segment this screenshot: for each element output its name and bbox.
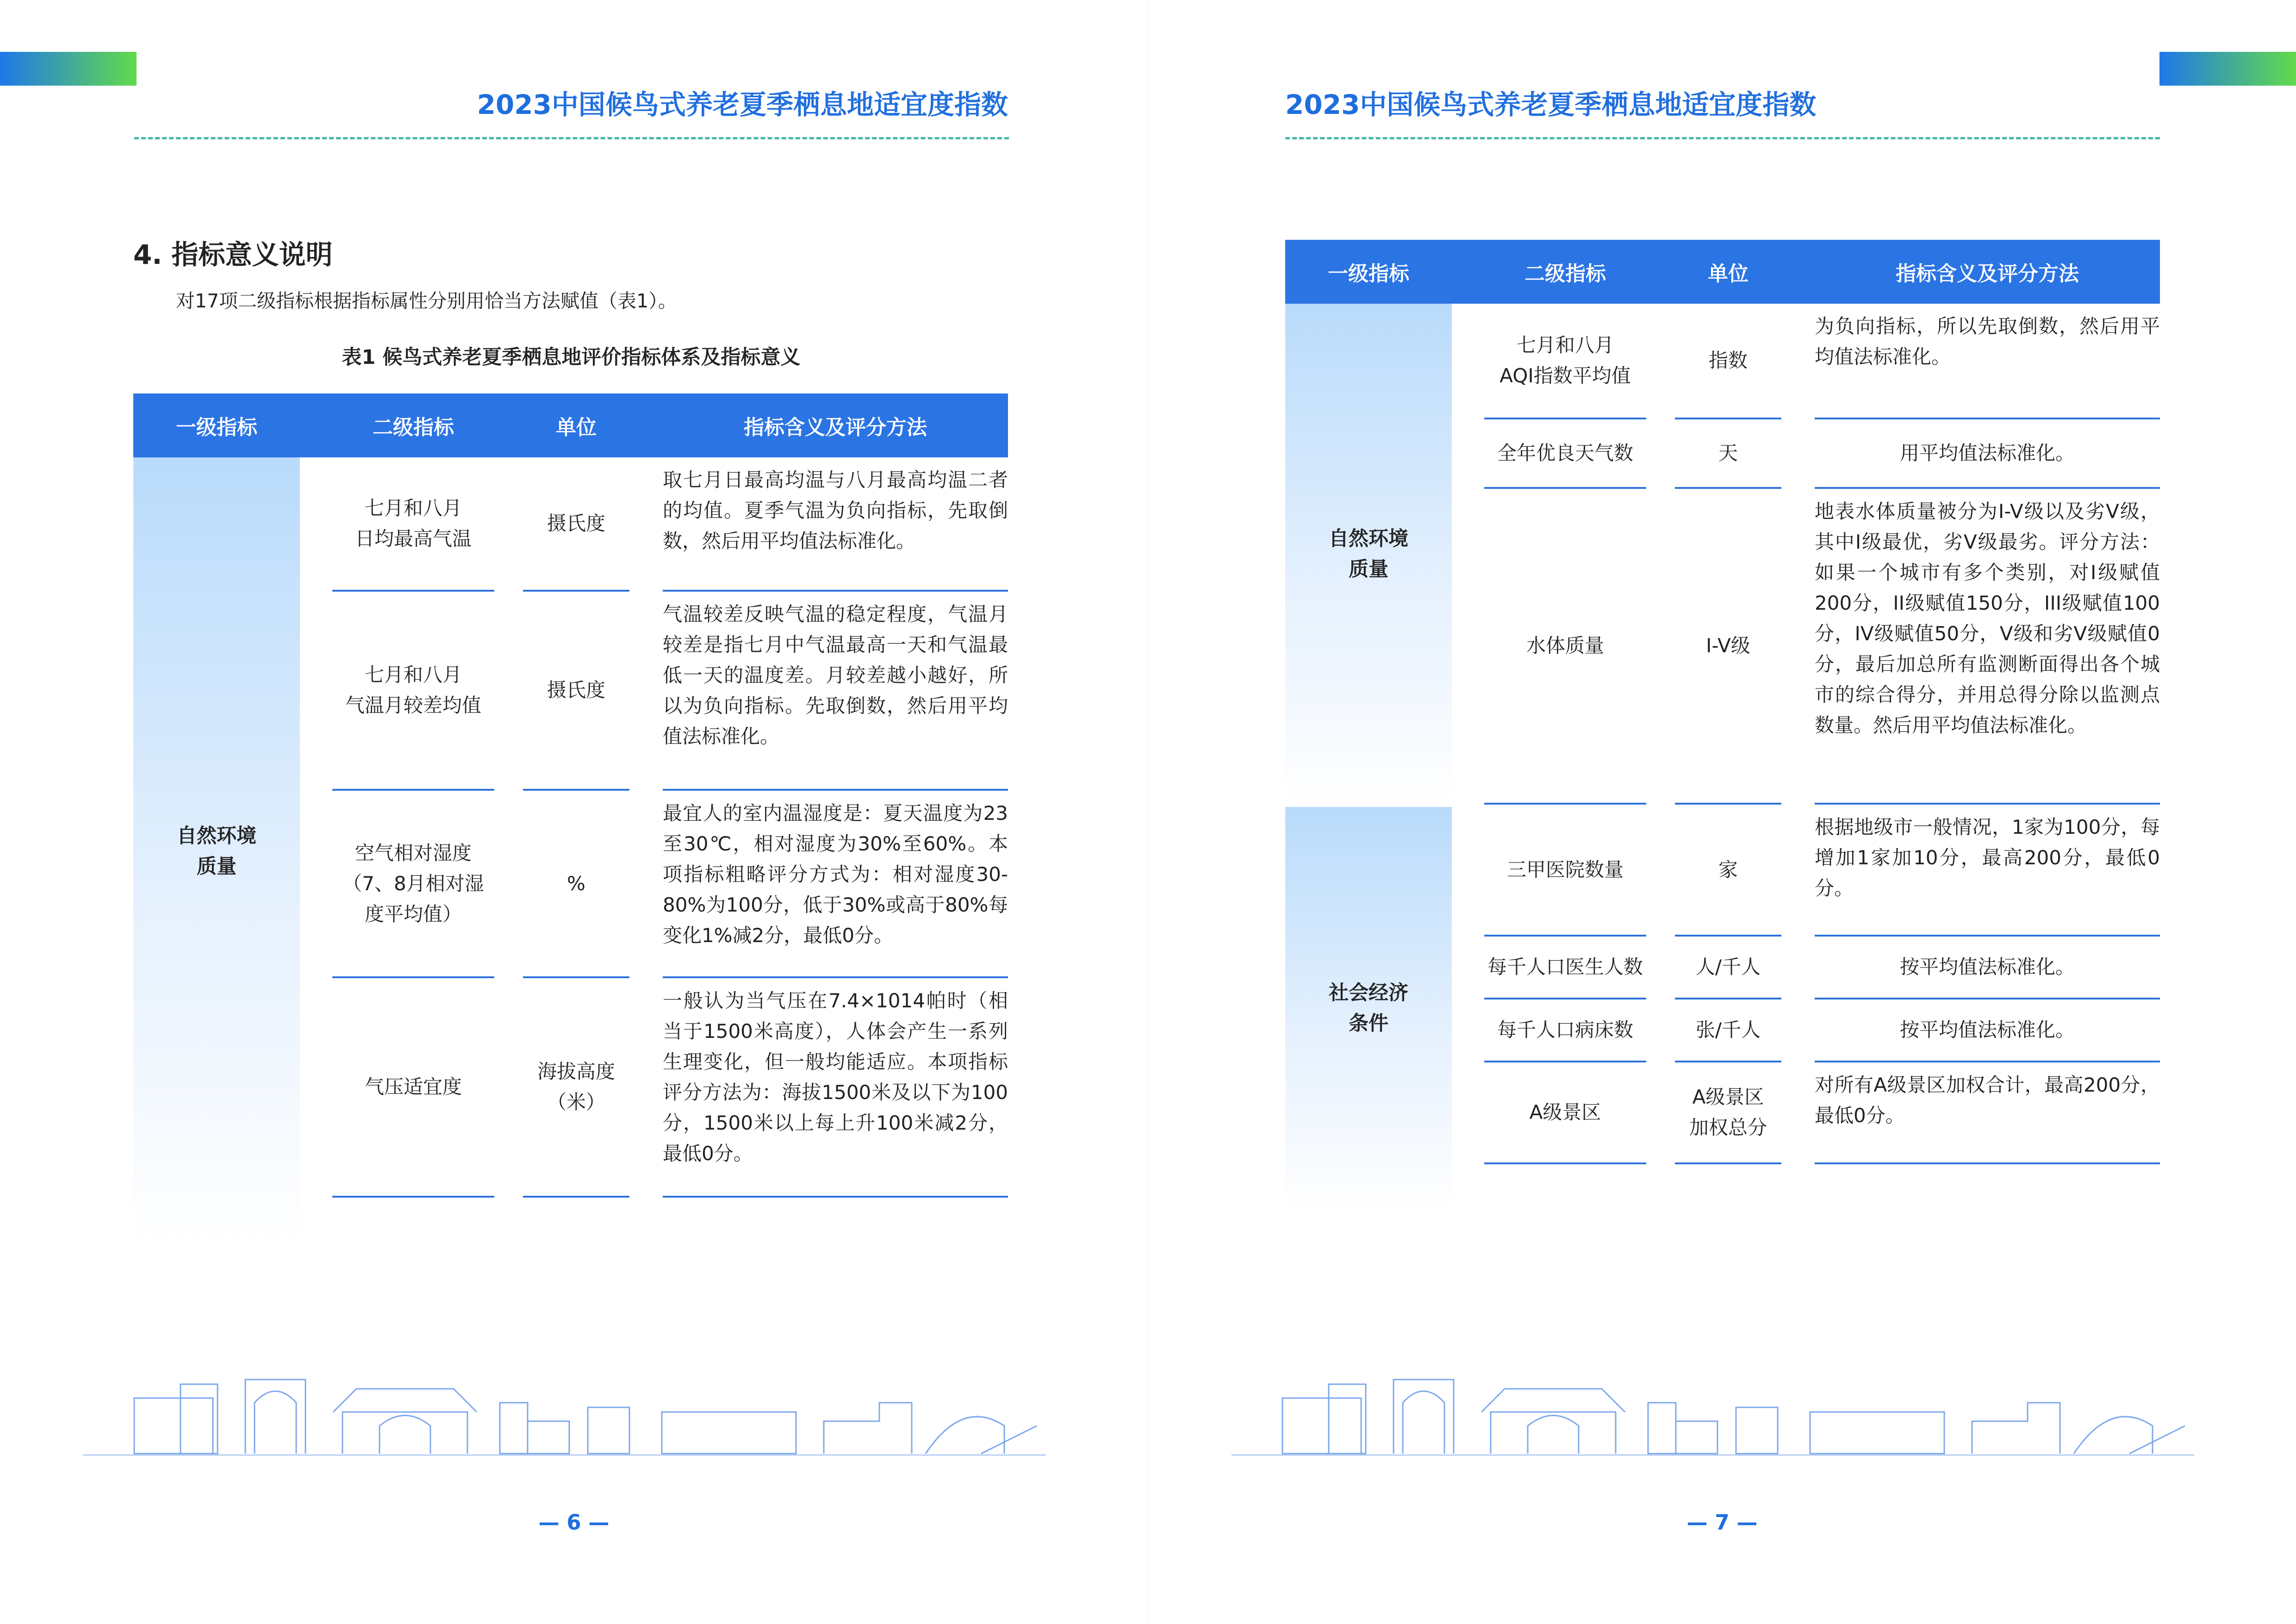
city-skyline-illustration — [1232, 1370, 2194, 1463]
table-row — [1285, 805, 2160, 937]
method-cell: 气温较差反映气温的稳定程度，气温月较差是指七月中气温最高一天和气温最低一天的温度差。月较差越小越好，所以为负向指标。先取倒数，然后用平均值法标准化。 — [663, 592, 1008, 791]
method-cell: 按平均值法标准化。 — [1815, 999, 2160, 1062]
method-cell: 一般认为当气压在7.4×1014帕时（相当于1500米高度），人体会产生一系列生理变化，但一般均能适应。本项指标评分方法为：海拔1500米及以下为100分，1500米以上每上升100米减2分，最低0分。 — [663, 978, 1008, 1198]
table-row — [1285, 937, 2160, 999]
header-col-method: 指标含义及评分方法 — [1896, 262, 2079, 286]
table-row — [1285, 489, 2160, 805]
unit-cell: 海拔高度 （米） — [523, 978, 629, 1198]
header-col-unit: 单位 — [556, 416, 597, 439]
header-divider — [134, 137, 1009, 139]
unit-cell: 指数 — [1675, 304, 1781, 419]
table-row — [1285, 1062, 2160, 1164]
header-col-level2: 二级指标 — [373, 416, 454, 439]
method-cell: 用平均值法标准化。 — [1815, 419, 2160, 489]
right-page — [1148, 0, 2296, 1624]
header-col-level1: 一级指标 — [176, 416, 257, 439]
unit-cell: A级景区 加权总分 — [1675, 1062, 1781, 1164]
header-title: 2023中国候鸟式养老夏季栖息地适宜度指数 — [477, 89, 1008, 120]
method-cell: 按平均值法标准化。 — [1815, 937, 2160, 999]
table-row — [133, 457, 1008, 592]
indicator-cell: 空气相对湿度 （7、8月相对湿 度平均值） — [332, 791, 494, 978]
unit-cell: 人/千人 — [1675, 937, 1781, 999]
method-cell: 地表水体质量被分为I-V级以及劣V级，其中I级最优，劣V级最劣。评分方法：如果一个城市有多个类别，对I级赋值200分，II级赋值150分，III级赋值100分，IV级赋值50分，V级和劣V级赋值0分，最后加总所有监测断面得出各个城市的综合得分，并用总得分除以监测点数量。然后用平均值法标准化。 — [1815, 489, 2160, 805]
group-label: 自然环境 质量 — [1329, 527, 1408, 581]
page-number: — 7 — — [1686, 1510, 1758, 1535]
table-row — [1285, 999, 2160, 1062]
unit-cell: 摄氏度 — [523, 457, 629, 592]
table-row — [133, 978, 1008, 1198]
indicator-cell: 每千人口医生人数 — [1484, 937, 1646, 999]
section-title: 4. 指标意义说明 — [133, 239, 333, 270]
table-caption: 表1 候鸟式养老夏季栖息地评价指标体系及指标意义 — [342, 346, 801, 369]
header-col-method: 指标含义及评分方法 — [744, 416, 927, 439]
indicator-table — [133, 394, 1008, 1245]
unit-cell: 天 — [1675, 419, 1781, 489]
unit-cell: 家 — [1675, 805, 1781, 937]
header-col-level2: 二级指标 — [1524, 262, 1606, 286]
method-cell: 最宜人的室内温湿度是：夏天温度为23至30℃，相对湿度为30%至60%。本项指标粗略评分方式为：相对湿度30-80%为100分，低于30%或高于80%每变化1%减2分，最低0分。 — [663, 791, 1008, 978]
table-header — [133, 394, 1008, 457]
indicator-cell: 三甲医院数量 — [1484, 805, 1646, 937]
table-row — [1285, 419, 2160, 489]
indicator-cell: 气压适宜度 — [332, 978, 494, 1198]
indicator-cell: 七月和八月 气温月较差均值 — [332, 592, 494, 791]
method-cell: 取七月日最高均温与八月最高均温二者的均值。夏季气温为负向指标，先取倒数，然后用平均值法标准化。 — [663, 457, 1008, 592]
table-row — [133, 791, 1008, 978]
method-cell: 根据地级市一般情况，1家为100分，每增加1家加10分，最高200分，最低0分。 — [1815, 805, 2160, 937]
method-cell: 为负向指标，所以先取倒数，然后用平均值法标准化。 — [1815, 304, 2160, 419]
indicator-cell: 全年优良天气数 — [1484, 419, 1646, 489]
unit-cell: 张/千人 — [1675, 999, 1781, 1062]
method-cell: 对所有A级景区加权合计，最高200分，最低0分。 — [1815, 1062, 2160, 1164]
indicator-cell: A级景区 — [1484, 1062, 1646, 1164]
indicator-cell: 七月和八月 AQI指数平均值 — [1484, 304, 1646, 419]
group-label: 自然环境 质量 — [177, 824, 256, 878]
header-title: 2023中国候鸟式养老夏季栖息地适宜度指数 — [1285, 89, 1817, 120]
header-col-unit: 单位 — [1708, 262, 1748, 286]
table-row — [1285, 304, 2160, 419]
indicator-cell: 水体质量 — [1484, 489, 1646, 805]
header-divider — [1285, 137, 2160, 139]
indicator-cell: 七月和八月 日均最高气温 — [332, 457, 494, 592]
unit-cell: 摄氏度 — [523, 592, 629, 791]
table-header — [1285, 240, 2160, 304]
indicator-table — [1285, 240, 2160, 1212]
accent-bar — [2159, 52, 2296, 86]
city-skyline-illustration — [83, 1370, 1046, 1463]
intro-text: 对17项二级指标根据指标属性分别用恰当方法赋值（表1）。 — [176, 290, 677, 312]
page-number: — 6 — — [538, 1510, 610, 1535]
unit-cell: % — [523, 791, 629, 978]
table-row — [133, 592, 1008, 791]
indicator-cell: 每千人口病床数 — [1484, 999, 1646, 1062]
unit-cell: I-V级 — [1675, 489, 1781, 805]
group-label: 社会经济 条件 — [1329, 981, 1408, 1035]
header-col-level1: 一级指标 — [1328, 262, 1409, 286]
accent-bar — [0, 52, 137, 86]
